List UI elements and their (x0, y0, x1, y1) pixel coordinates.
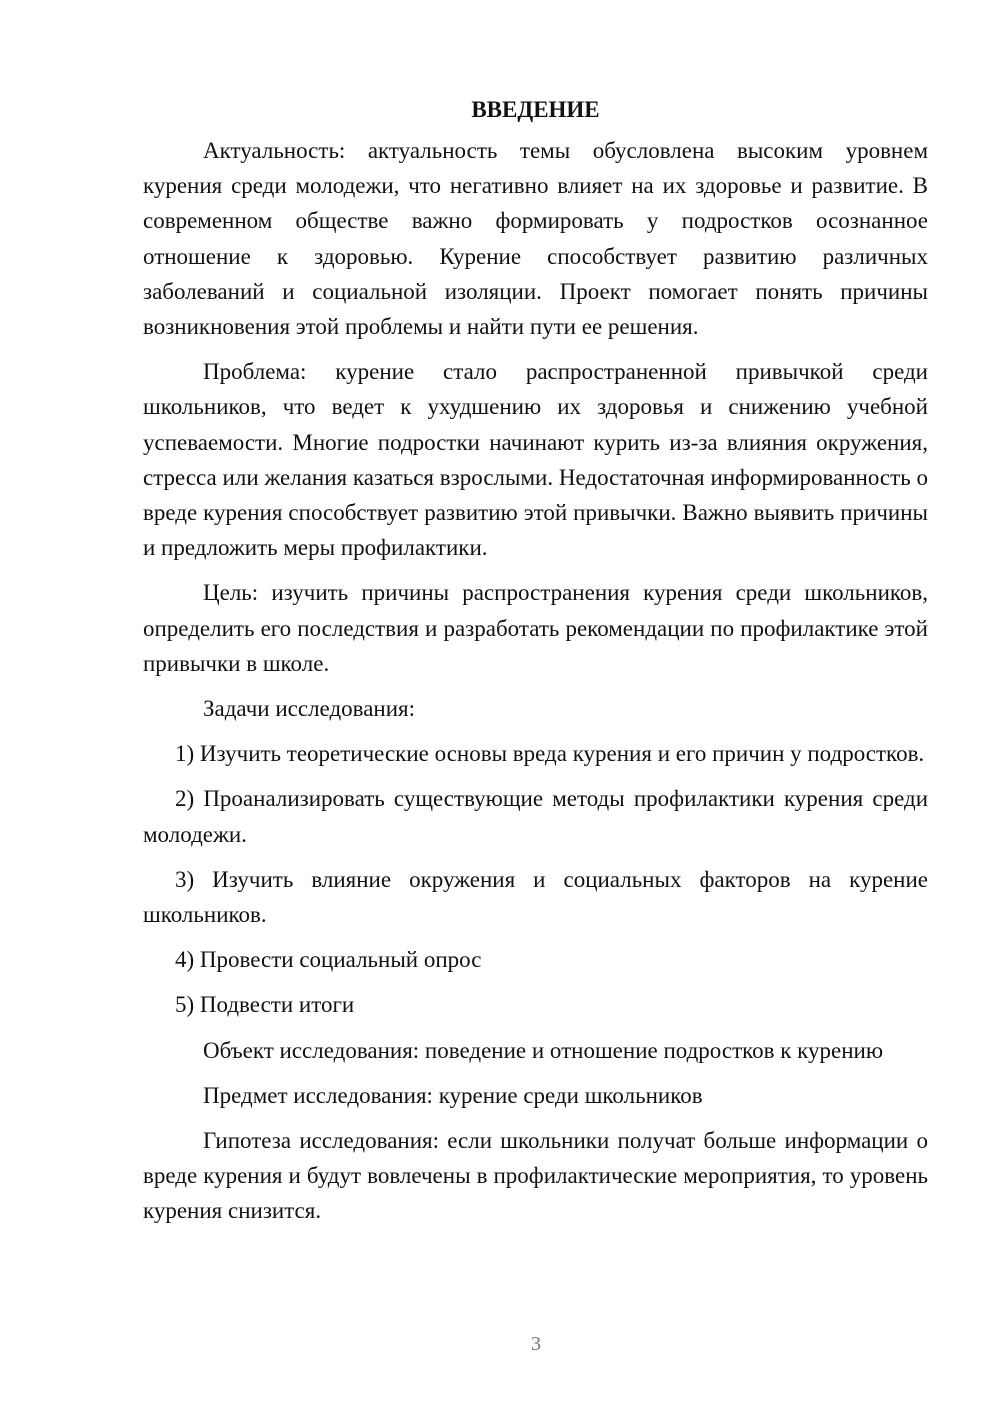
task-item: 1) Изучить теоретические основы вреда курения и его причин у подростков. (175, 741, 925, 767)
page-content (143, 92, 928, 1229)
page-number: 3 (531, 1333, 541, 1355)
section-title: ВВЕДЕНИЕ (471, 97, 600, 122)
hypothesis-paragraph: Гипотеза исследования: если школьники получат больше информации о вреде курения и будут вовлечены в профилактические мероприятия, то уровень курения снизится. (143, 1128, 928, 1224)
task-item: 3) Изучить влияние окружения и социальных факторов на курение школьников. (143, 866, 928, 928)
task-item: 4) Провести социальный опрос (175, 947, 482, 973)
task-item: 5) Подвести итоги (175, 992, 355, 1018)
task-item: 2) Проанализировать существующие методы профилактики курения среди молодежи. (143, 786, 928, 847)
subject-paragraph: Предмет исследования: курение среди школьников (203, 1082, 703, 1108)
problem-paragraph: Проблема: курение стало распространенной привычкой среди школьников, что ведет к ухудшению их здоровья и снижению учебной успеваемости. Многие подростки начинают курить из-за влияния окружения, стресса или желания казаться взрослыми. Недостаточная информированность о вреде курения способствует развитию этой привычки. Важно выявить причины и предложить меры профилактики. (143, 359, 928, 561)
goal-paragraph: Цель: изучить причины распространения курения среди школьников, определить его последствия и разработать рекомендации по профилактике этой привычки в школе. (143, 580, 928, 676)
object-paragraph: Объект исследования: поведение и отношение подростков к курению (203, 1037, 884, 1063)
tasks-heading: Задачи исследования: (203, 696, 416, 722)
relevance-paragraph: Актуальность: актуальность темы обусловлена высоким уровнем курения среди молодежи, что негативно влияет на их здоровье и развитие. В современном обществе важно формировать у подростков осознанное отношение к здоровью. Курение способствует развитию различных заболеваний и социальной изоляции. Проект помогает понять причины возникновения этой проблемы и найти пути ее решения. (143, 138, 928, 340)
